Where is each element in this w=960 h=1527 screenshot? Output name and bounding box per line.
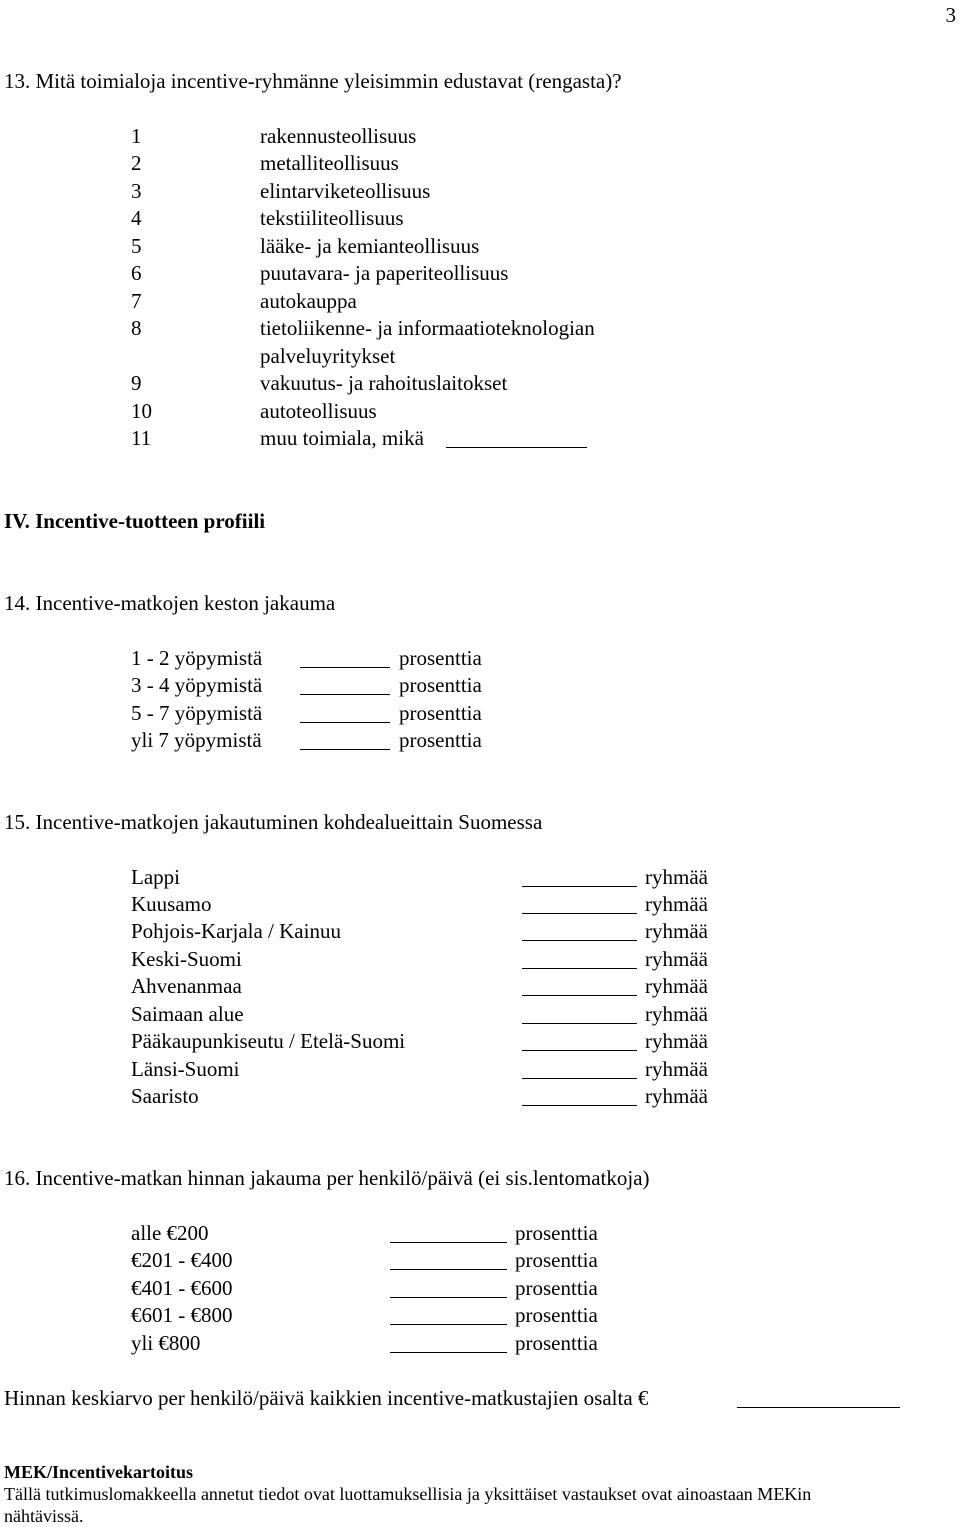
- unit-label: prosenttia: [515, 1221, 598, 1245]
- item-label: metalliteollisuus: [260, 151, 399, 175]
- footer-note: Tällä tutkimuslomakkeella annetut tiedot ovat luottamuksellisia ja yksittäiset vastaukset ovat ainoastaan MEKin: [4, 1484, 812, 1504]
- unit-label: ryhmää: [645, 974, 708, 998]
- item-number: 5: [131, 234, 142, 258]
- item-label: rakennusteollisuus: [260, 124, 417, 148]
- group-count-field[interactable]: [522, 866, 637, 887]
- item-number: 1: [131, 124, 142, 148]
- unit-label: prosenttia: [515, 1331, 598, 1355]
- item-number: 10: [131, 399, 152, 423]
- other-industry-field[interactable]: [446, 427, 587, 448]
- percent-field[interactable]: [300, 674, 390, 695]
- duration-label: yli 7 yöpymistä: [131, 728, 262, 752]
- item-number: 6: [131, 261, 142, 285]
- page-number: 3: [945, 3, 956, 27]
- unit-label: ryhmää: [645, 1084, 708, 1108]
- item-label: elintarviketeollisuus: [260, 179, 431, 203]
- item-label: muu toimiala, mikä: [260, 426, 424, 450]
- item-label: puutavara- ja paperiteollisuus: [260, 261, 509, 285]
- percent-field[interactable]: [390, 1277, 507, 1298]
- question-14-title: 14. Incentive-matkojen keston jakauma: [4, 591, 336, 615]
- group-count-field[interactable]: [522, 1058, 637, 1079]
- question-13-title: 13. Mitä toimialoja incentive-ryhmänne yleisimmin edustavat (rengasta)?: [4, 69, 622, 93]
- item-label: tekstiiliteollisuus: [260, 206, 404, 230]
- region-label: Keski-Suomi: [131, 947, 242, 971]
- region-label: Ahvenanmaa: [131, 974, 242, 998]
- price-label: alle €200: [131, 1221, 209, 1245]
- item-label: autokauppa: [260, 289, 357, 313]
- item-label: vakuutus- ja rahoituslaitokset: [260, 371, 508, 395]
- unit-label: ryhmää: [645, 865, 708, 889]
- region-label: Pohjois-Karjala / Kainuu: [131, 919, 341, 943]
- price-label: yli €800: [131, 1331, 201, 1355]
- percent-field[interactable]: [390, 1249, 507, 1270]
- percent-field[interactable]: [390, 1332, 507, 1353]
- group-count-field[interactable]: [522, 948, 637, 969]
- item-label: autoteollisuus: [260, 399, 377, 423]
- region-label: Saimaan alue: [131, 1002, 244, 1026]
- duration-label: 3 - 4 yöpymistä: [131, 673, 263, 697]
- unit-label: ryhmää: [645, 919, 708, 943]
- item-number: 8: [131, 316, 142, 340]
- unit-label: ryhmää: [645, 947, 708, 971]
- price-label: €201 - €400: [131, 1248, 233, 1272]
- item-number: 7: [131, 289, 142, 313]
- unit-label: ryhmää: [645, 1057, 708, 1081]
- unit-label: prosenttia: [399, 728, 482, 752]
- unit-label: ryhmää: [645, 892, 708, 916]
- unit-label: prosenttia: [515, 1248, 598, 1272]
- footer-org: MEK/Incentivekartoitus: [4, 1462, 193, 1482]
- price-label: €401 - €600: [131, 1276, 233, 1300]
- group-count-field[interactable]: [522, 1003, 637, 1024]
- average-price-label: Hinnan keskiarvo per henkilö/päivä kaikkien incentive-matkustajien osalta €: [4, 1386, 649, 1410]
- group-count-field[interactable]: [522, 1030, 637, 1051]
- percent-field[interactable]: [300, 647, 390, 668]
- percent-field[interactable]: [300, 702, 390, 723]
- average-price-field[interactable]: [737, 1387, 900, 1408]
- question-16-title: 16. Incentive-matkan hinnan jakauma per henkilö/päivä (ei sis.lentomatkoja): [4, 1166, 650, 1190]
- section-heading: IV. Incentive-tuotteen profiili: [4, 509, 266, 533]
- unit-label: prosenttia: [399, 673, 482, 697]
- region-label: Länsi-Suomi: [131, 1057, 240, 1081]
- unit-label: ryhmää: [645, 1029, 708, 1053]
- percent-field[interactable]: [390, 1304, 507, 1325]
- unit-label: prosenttia: [515, 1303, 598, 1327]
- item-label: palveluyritykset: [260, 344, 396, 368]
- item-number: 9: [131, 371, 142, 395]
- group-count-field[interactable]: [522, 975, 637, 996]
- duration-label: 5 - 7 yöpymistä: [131, 701, 263, 725]
- item-number: 3: [131, 179, 142, 203]
- item-label: tietoliikenne- ja informaatioteknologian: [260, 316, 595, 340]
- unit-label: prosenttia: [515, 1276, 598, 1300]
- item-label: lääke- ja kemianteollisuus: [260, 234, 480, 258]
- item-number: 11: [131, 426, 152, 450]
- region-label: Kuusamo: [131, 892, 212, 916]
- group-count-field[interactable]: [522, 893, 637, 914]
- duration-label: 1 - 2 yöpymistä: [131, 646, 263, 670]
- unit-label: prosenttia: [399, 701, 482, 725]
- region-label: Lappi: [131, 865, 180, 889]
- percent-field[interactable]: [300, 729, 390, 750]
- group-count-field[interactable]: [522, 1085, 637, 1106]
- region-label: Saaristo: [131, 1084, 199, 1108]
- unit-label: ryhmää: [645, 1002, 708, 1026]
- price-label: €601 - €800: [131, 1303, 233, 1327]
- region-label: Pääkaupunkiseutu / Etelä-Suomi: [131, 1029, 406, 1053]
- item-number: 2: [131, 151, 142, 175]
- group-count-field[interactable]: [522, 920, 637, 941]
- footer-note-continued: nähtävissä.: [4, 1506, 84, 1526]
- percent-field[interactable]: [390, 1222, 507, 1243]
- unit-label: prosenttia: [399, 646, 482, 670]
- item-number: 4: [131, 206, 142, 230]
- question-15-title: 15. Incentive-matkojen jakautuminen kohdealueittain Suomessa: [4, 810, 543, 834]
